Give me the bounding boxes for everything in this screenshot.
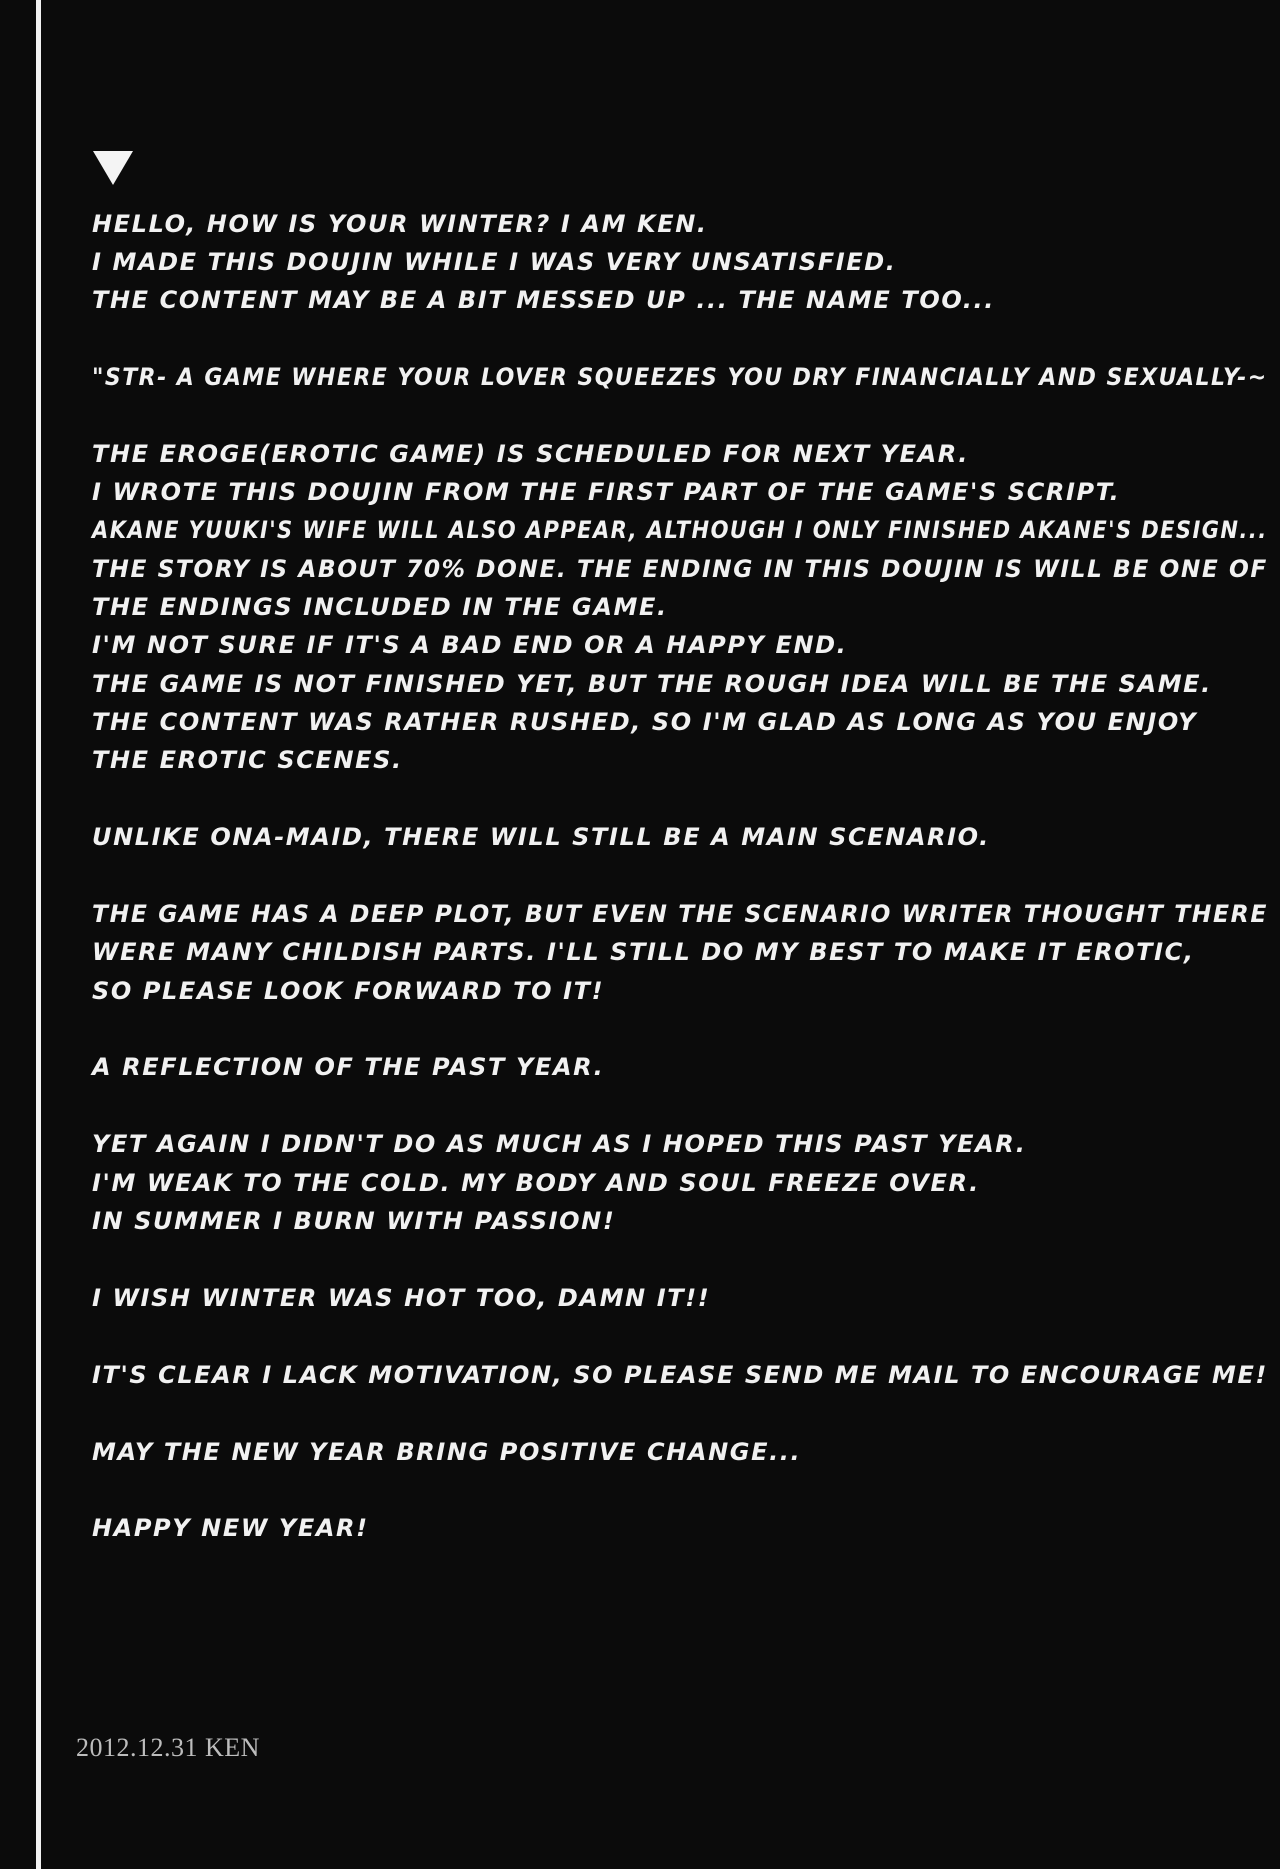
note-line: I WROTE THIS DOUJIN FROM THE FIRST PART OF THE GAME'S SCRIPT.	[92, 478, 1121, 506]
note-line: THE GAME HAS A DEEP PLOT, BUT EVEN THE SCENARIO WRITER THOUGHT THERE	[92, 900, 1268, 928]
left-border-line	[36, 0, 41, 1869]
note-line: THE ENDINGS INCLUDED IN THE GAME.	[92, 593, 668, 621]
note-line: "STR- A GAME WHERE YOUR LOVER SQUEEZES YOU DRY FINANCIALLY AND SEXUALLY-~	[92, 363, 1268, 391]
note-line: SO PLEASE LOOK FORWARD TO IT!	[92, 977, 605, 1005]
note-line: A REFLECTION OF THE PAST YEAR.	[92, 1053, 605, 1081]
note-line: IN SUMMER I BURN WITH PASSION!	[92, 1207, 616, 1235]
triangle-down-icon	[93, 151, 133, 185]
note-line: I WISH WINTER WAS HOT TOO, DAMN IT!!	[92, 1284, 711, 1312]
note-line: I'M NOT SURE IF IT'S A BAD END OR A HAPPY END.	[92, 631, 848, 659]
note-line: AKANE YUUKI'S WIFE WILL ALSO APPEAR, ALTHOUGH I ONLY FINISHED AKANE'S DESIGN...	[92, 516, 1268, 544]
note-line: IT'S CLEAR I LACK MOTIVATION, SO PLEASE SEND ME MAIL TO ENCOURAGE ME!	[92, 1361, 1268, 1389]
note-line: MAY THE NEW YEAR BRING POSITIVE CHANGE...	[92, 1438, 802, 1466]
date-signature: 2012.12.31 KEN	[76, 1733, 260, 1762]
note-line: I'M WEAK TO THE COLD. MY BODY AND SOUL FREEZE OVER.	[92, 1169, 980, 1197]
note-line: THE STORY IS ABOUT 70% DONE. THE ENDING IN THIS DOUJIN IS WILL BE ONE OF	[92, 555, 1268, 583]
note-line: THE EROTIC SCENES.	[92, 746, 403, 774]
note-line: THE CONTENT MAY BE A BIT MESSED UP ... THE NAME TOO...	[92, 286, 995, 314]
note-line: THE CONTENT WAS RATHER RUSHED, SO I'M GLAD AS LONG AS YOU ENJOY	[92, 708, 1198, 736]
note-line: I MADE THIS DOUJIN WHILE I WAS VERY UNSATISFIED.	[92, 248, 897, 276]
note-line: WERE MANY CHILDISH PARTS. I'LL STILL DO MY BEST TO MAKE IT EROTIC,	[92, 938, 1195, 966]
note-line: HAPPY NEW YEAR!	[92, 1514, 369, 1542]
note-line: THE EROGE(EROTIC GAME) IS SCHEDULED FOR NEXT YEAR.	[92, 440, 970, 468]
note-line: HELLO, HOW IS YOUR WINTER? I AM KEN.	[92, 210, 708, 238]
note-line: YET AGAIN I DIDN'T DO AS MUCH AS I HOPED THIS PAST YEAR.	[92, 1130, 1027, 1158]
note-line: THE GAME IS NOT FINISHED YET, BUT THE ROUGH IDEA WILL BE THE SAME.	[92, 670, 1212, 698]
note-line: UNLIKE ONA-MAID, THERE WILL STILL BE A MAIN SCENARIO.	[92, 823, 990, 851]
